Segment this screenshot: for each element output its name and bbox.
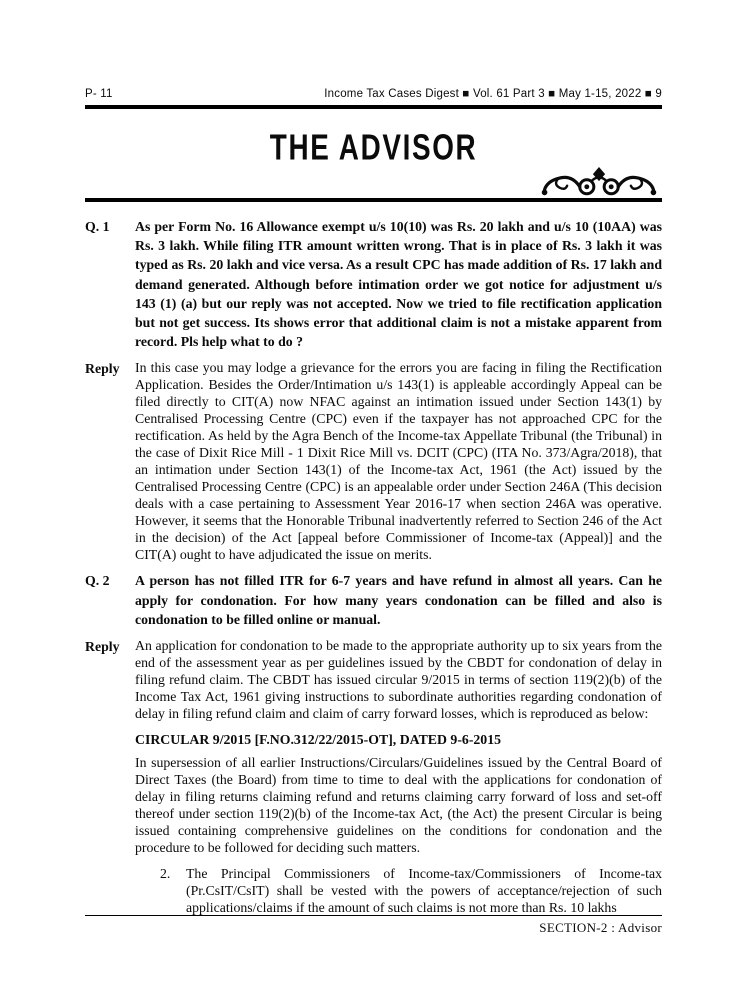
reply-2-text: An application for condonation to be made to the appropriate authority up to six years from the end of the assessment year as per guidelines issued by the CBDT for condonation of delay in filing refund claim. The CBDT has issued circular 9/2015 in terms of section 119(2)(b) of the Income Tax Act, 1961 giving instructions to subordinate authorities regarding condonation of delay in filing refund claim and claim of carry forward losses, which is reproduced as below: bbox=[135, 638, 662, 722]
reply-1-text: In this case you may lodge a grievance for the errors you are facing in filing the Rectification Application. Besides the Order/Intimation u/s 143(1) is appleable accordingly Appeal can be filed directly to CIT(A) now NFAC against an intimation issued under Section 143(1) by Centralised Processing Centre (CPC) even if the taxpayer has not approached CPC for the rectification. As held by the Agra Bench of the Income-tax Appellate Tribunal (the Tribunal) in the case of Dixit Rice Mill - 1 Dixit Rice Mill vs. DCIT (CPC) (ITA No. 373/Agra/2018), that an intimation under Section 143(1) of the Income-tax Act, 1961 (the Act) issued by the Centralised Processing Centre (CPC) is an appealable order under Section 246A (This decision deals with a case pertaining to Assessment Year 2016-17 when section 246A was operative. However, it seems that the Honorable Tribunal inadvertently referred to Section 246 of the Act in the decision) of the Act [appeal before Commissioner of Income-tax (Appeal)] and the CIT(A) ought to have adjudicated the issue on merits. bbox=[135, 360, 662, 563]
item-number: 2. bbox=[160, 866, 171, 882]
masthead bbox=[85, 129, 662, 202]
circular-numbered-item bbox=[160, 865, 662, 916]
page-footer bbox=[85, 915, 662, 936]
reply-1-label: Reply bbox=[85, 361, 120, 377]
flourish-ornament-icon bbox=[538, 167, 660, 199]
circular-paragraph: In supersession of all earlier Instructions/Circulars/Guidelines issued by the Central Board of Direct Taxes (the Board) from time to time to deal with the applications for condonation of delay in filing returns claiming refund and returns claiming carry forward of loss and set-off thereof under section 119(2)(b) of the Income-tax Act, (the Act) the present Circular is being issued containing comprehensive guidelines on the conditions for condonation and the procedure to be followed for deciding such matters. bbox=[135, 755, 662, 856]
question-2-block bbox=[85, 571, 662, 629]
header-rule bbox=[85, 105, 662, 109]
question-2-label: Q. 2 bbox=[85, 573, 110, 589]
question-1-block bbox=[85, 217, 662, 351]
reply-2-body bbox=[135, 637, 662, 916]
section-label: SECTION-2 : Advisor bbox=[539, 920, 662, 935]
running-header bbox=[85, 88, 662, 109]
circular-heading: CIRCULAR 9/2015 [F.NO.312/22/2015-OT], DATED 9-6-2015 bbox=[135, 732, 502, 748]
item-text: The Principal Commissioners of Income-tax/Commissioners of Income-tax (Pr.CsIT/CsIT) shall be vested with the powers of acceptance/rejection of such applications/claims if the amount of such claims is not more than Rs. 10 lakhs bbox=[186, 866, 662, 916]
question-1-text: As per Form No. 16 Allowance exempt u/s 10(10) was Rs. 20 lakh and u/s 10 (10AA) was Rs. 3 lakh. While filing ITR amount written wrong. That is in place of Rs. 3 lakh it was typed as Rs. 20 lakh and vice versa. As a result CPC has made addition of Rs. 17 lakh and demand generated. Although before intimation order we got notice for adjustment u/s 143 (1) (a) but our reply was not accepted. Now we tried to file rectification application but not get success. Its shows error that additional claim is not a mistake apparent from record. Pls help what to do ? bbox=[135, 219, 662, 350]
advisor-qa-column bbox=[85, 217, 662, 916]
reply-2-block bbox=[85, 637, 662, 916]
question-1-label: Q. 1 bbox=[85, 219, 110, 234]
journal-citation: Income Tax Cases Digest ■ Vol. 61 Part 3 ■ May 1-15, 2022 ■ 9 bbox=[324, 88, 662, 100]
reply-1-block bbox=[85, 359, 662, 563]
question-2-text: A person has not filled ITR for 6-7 years and have refund in almost all years. Can he apply for condonation. For how many years condonation can be filled and also is condonation to be filled online or manual. bbox=[135, 573, 662, 627]
reply-2-label: Reply bbox=[85, 639, 120, 655]
page-reference: P- 11 bbox=[85, 88, 113, 100]
page-title: THE ADVISOR bbox=[269, 128, 478, 168]
